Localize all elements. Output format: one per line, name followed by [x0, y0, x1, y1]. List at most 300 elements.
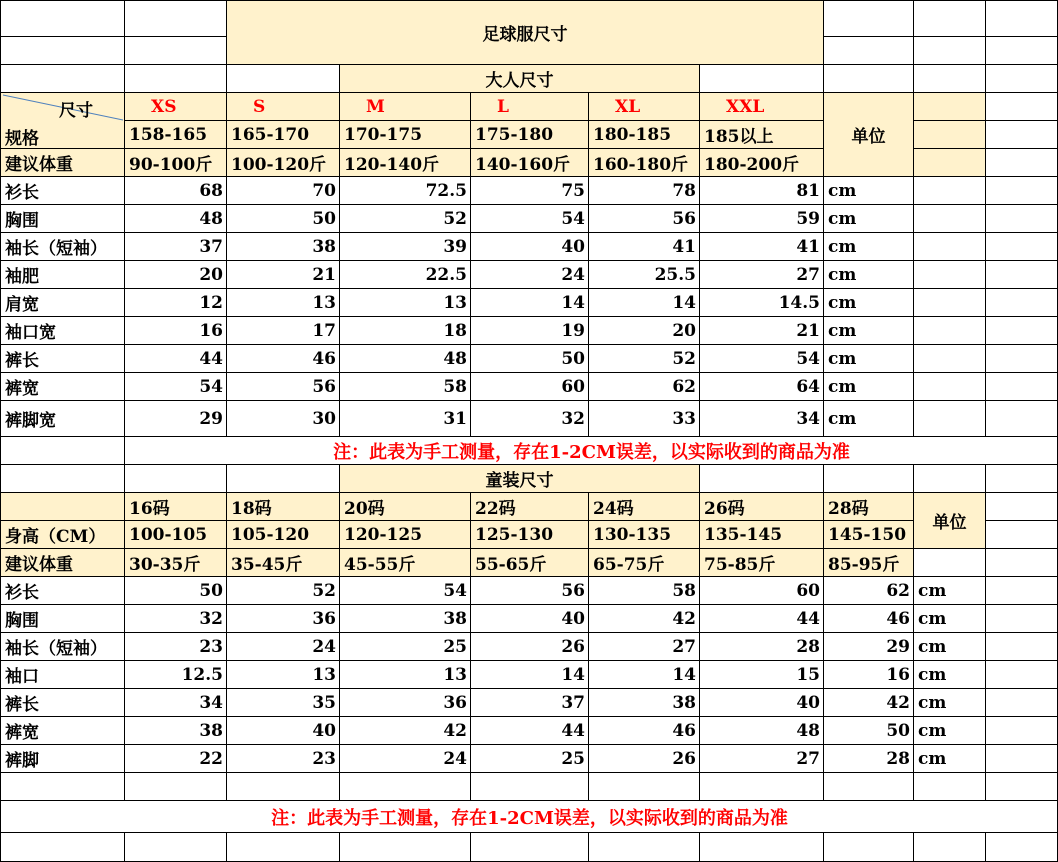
adult-spec: [339, 120, 470, 148]
kids-measurement-text: 22: [199, 748, 223, 769]
adult-measurement: [588, 344, 699, 372]
table-cell: [913, 288, 985, 316]
adult-unit-text: cm: [828, 376, 857, 397]
kids-measurement-text: 26: [672, 748, 696, 769]
table-cell: [339, 772, 470, 800]
table-cell: [985, 576, 1058, 604]
kids-measurement: [124, 576, 226, 604]
table-cell: [985, 344, 1058, 372]
adult-measurement-text: 29: [199, 408, 223, 429]
kids-measurement: [124, 604, 226, 632]
table-cell: [985, 660, 1058, 688]
kids-measurement-text: 46: [886, 608, 910, 629]
adult-measurement: [588, 176, 699, 204]
adult-measurement-text: 20: [199, 264, 223, 285]
adult-row-label: [0, 288, 124, 316]
kids-size: [699, 492, 823, 520]
kids-measurement: [588, 660, 699, 688]
adult-row-label: [0, 316, 124, 344]
table-cell: [0, 436, 124, 464]
kids-measurement-text: 23: [312, 748, 336, 769]
kids-size-text: 22码: [475, 499, 516, 519]
kids-measurement: [124, 688, 226, 716]
table-cell: [913, 464, 985, 492]
table-cell: [985, 0, 1058, 36]
table-cell: [0, 492, 124, 520]
kids-measurement-text: 36: [312, 608, 336, 629]
kids-measurement: [699, 632, 823, 660]
table-cell: [985, 832, 1058, 862]
kids-weight-label: [0, 548, 124, 576]
kids-height-text: 125-130: [475, 524, 554, 545]
kids-weight-label-text: 建议体重: [5, 555, 73, 575]
kids-unit-header: [913, 492, 985, 548]
kids-unit-text: cm: [918, 692, 947, 713]
adult-measurement: [699, 400, 823, 436]
adult-measurement-text: 14: [561, 292, 585, 313]
kids-height: [699, 520, 823, 548]
kids-size: [588, 492, 699, 520]
table-cell: [985, 36, 1058, 64]
kids-measurement-text: 37: [561, 692, 585, 713]
kids-unit: [913, 716, 985, 744]
kids-height: [339, 520, 470, 548]
table-cell: [913, 344, 985, 372]
adult-measurement-text: 46: [312, 348, 336, 369]
table-cell: [985, 288, 1058, 316]
kids-measurement-text: 24: [443, 748, 467, 769]
kids-weight-text: 65-75斤: [593, 555, 665, 575]
table-cell: [226, 832, 339, 862]
kids-unit-text: cm: [918, 720, 947, 741]
kids-size: [339, 492, 470, 520]
adult-spec-text: 170-175: [344, 124, 423, 145]
adult-section-header-text: 大人尺寸: [485, 71, 554, 91]
kids-measurement-text: 40: [312, 720, 336, 741]
kids-measurement-text: 32: [199, 608, 223, 629]
kids-weight-text: 45-55斤: [344, 555, 416, 575]
adult-measurement: [339, 176, 470, 204]
adult-note-text: 注：此表为手工测量，存在1-2CM误差，以实际收到的商品为准: [333, 441, 850, 463]
adult-measurement: [124, 204, 226, 232]
kids-size: [226, 492, 339, 520]
kids-measurement: [588, 576, 699, 604]
adult-measurement: [699, 232, 823, 260]
adult-row-label-text: 裤脚宽: [5, 411, 56, 431]
kids-measurement-text: 38: [443, 608, 467, 629]
table-cell: [823, 36, 913, 64]
adult-measurement-text: 32: [561, 408, 585, 429]
kids-size: [124, 492, 226, 520]
adult-unit-text: cm: [828, 264, 857, 285]
kids-row-label: [0, 632, 124, 660]
kids-row-label-text: 裤长: [5, 695, 39, 715]
table-cell: [699, 464, 823, 492]
adult-measurement-text: 52: [443, 208, 467, 229]
kids-measurement: [588, 604, 699, 632]
adult-size-xs-text: XS: [151, 96, 177, 117]
adult-measurement-text: 22.5: [425, 264, 467, 285]
adult-unit-text: cm: [828, 320, 857, 341]
table-cell: [985, 604, 1058, 632]
kids-measurement: [823, 632, 913, 660]
adult-measurement: [339, 260, 470, 288]
adult-measurement: [226, 400, 339, 436]
kids-measurement: [226, 604, 339, 632]
kids-row-label: [0, 660, 124, 688]
adult-measurement-text: 38: [312, 236, 336, 257]
adult-unit: [823, 260, 913, 288]
adult-measurement-text: 58: [443, 376, 467, 397]
kids-size: [823, 492, 913, 520]
table-cell: [985, 464, 1058, 492]
adult-measurement: [699, 260, 823, 288]
kids-height-text: 105-120: [231, 524, 310, 545]
table-cell: [0, 464, 124, 492]
adult-measurement-text: 19: [561, 320, 585, 341]
kids-size-text: 26码: [704, 499, 745, 519]
adult-row-label: [0, 232, 124, 260]
table-cell: [226, 464, 339, 492]
kids-row-label: [0, 688, 124, 716]
kids-measurement-text: 40: [796, 692, 820, 713]
kids-measurement: [699, 660, 823, 688]
adult-unit-text: cm: [828, 408, 857, 429]
kids-weight-text: 30-35斤: [129, 555, 201, 575]
kids-height: [588, 520, 699, 548]
adult-measurement: [699, 288, 823, 316]
adult-measurement: [124, 288, 226, 316]
kids-measurement-text: 38: [199, 720, 223, 741]
adult-spec-text: 185以上: [704, 127, 774, 147]
adult-measurement: [226, 232, 339, 260]
adult-measurement-text: 48: [199, 208, 223, 229]
adult-measurement: [339, 344, 470, 372]
adult-measurement: [588, 232, 699, 260]
table-cell: [913, 120, 985, 148]
adult-row-label-text: 裤长: [5, 351, 39, 371]
adult-spec: [470, 120, 588, 148]
adult-measurement-text: 27: [796, 264, 820, 285]
adult-unit-text: cm: [828, 236, 857, 257]
size-label: 尺寸: [59, 101, 93, 121]
kids-measurement-text: 42: [672, 608, 696, 629]
table-cell: [913, 772, 985, 800]
adult-measurement-text: 13: [443, 292, 467, 313]
kids-measurement-text: 27: [796, 748, 820, 769]
kids-measurement-text: 26: [561, 636, 585, 657]
kids-measurement: [226, 716, 339, 744]
adult-measurement-text: 81: [796, 180, 820, 201]
kids-size-text: 28码: [828, 499, 869, 519]
kids-section-header: [339, 464, 699, 492]
adult-unit: [823, 232, 913, 260]
adult-row-label: [0, 176, 124, 204]
kids-unit: [913, 632, 985, 660]
adult-measurement-text: 30: [312, 408, 336, 429]
adult-measurement: [226, 204, 339, 232]
adult-weight-text: 90-100斤: [129, 155, 213, 175]
adult-size-xxl-text: XXL: [726, 96, 765, 117]
kids-size-text: 20码: [344, 499, 385, 519]
table-cell: [985, 716, 1058, 744]
adult-measurement-text: 33: [672, 408, 696, 429]
adult-weight-text: 180-200斤: [704, 155, 800, 175]
adult-measurement-text: 54: [199, 376, 223, 397]
adult-weight-text: 120-140斤: [344, 155, 440, 175]
adult-size-m-text: M: [366, 96, 385, 117]
adult-measurement-text: 56: [672, 208, 696, 229]
kids-measurement-text: 54: [443, 580, 467, 601]
kids-measurement-text: 28: [886, 748, 910, 769]
kids-measurement: [823, 576, 913, 604]
table-cell: [0, 772, 124, 800]
adult-measurement-text: 20: [672, 320, 696, 341]
kids-row-label-text: 胸围: [5, 611, 39, 631]
table-cell: [985, 204, 1058, 232]
table-cell: [0, 0, 124, 36]
adult-unit: [823, 288, 913, 316]
adult-weight-text: 160-180斤: [593, 155, 689, 175]
adult-measurement: [124, 176, 226, 204]
adult-measurement: [226, 260, 339, 288]
kids-measurement-text: 27: [672, 636, 696, 657]
adult-spec: [226, 120, 339, 148]
adult-unit-header-text: 单位: [851, 127, 886, 147]
adult-note: [124, 436, 1058, 464]
kids-unit: [913, 660, 985, 688]
kids-section-header-text: 童装尺寸: [485, 471, 554, 491]
kids-row-label: [0, 576, 124, 604]
adult-spec-text: 158-165: [129, 124, 208, 145]
kids-measurement-text: 28: [796, 636, 820, 657]
kids-measurement-text: 44: [796, 608, 820, 629]
kids-unit: [913, 604, 985, 632]
kids-row-label: [0, 604, 124, 632]
adult-spec-text: 165-170: [231, 124, 310, 145]
kids-measurement-text: 34: [199, 692, 223, 713]
table-cell: [339, 832, 470, 862]
table-cell: [470, 832, 588, 862]
kids-unit-text: cm: [918, 580, 947, 601]
kids-weight-text: 75-85斤: [704, 555, 776, 575]
adult-weight-text: 140-160斤: [475, 155, 571, 175]
kids-measurement-text: 25: [561, 748, 585, 769]
adult-measurement-text: 17: [312, 320, 336, 341]
kids-measurement: [470, 604, 588, 632]
adult-measurement: [699, 344, 823, 372]
kids-unit: [913, 744, 985, 772]
adult-measurement: [124, 344, 226, 372]
kids-unit-text: cm: [918, 748, 947, 769]
adult-measurement: [588, 372, 699, 400]
kids-measurement: [470, 660, 588, 688]
adult-measurement: [588, 316, 699, 344]
kids-measurement-text: 60: [796, 580, 820, 601]
kids-measurement: [226, 688, 339, 716]
adult-weight: [339, 148, 470, 176]
kids-measurement-text: 50: [199, 580, 223, 601]
kids-height-text: 135-145: [704, 524, 783, 545]
adult-measurement-text: 24: [561, 264, 585, 285]
adult-size-l-text: L: [497, 96, 509, 117]
table-cell: [985, 316, 1058, 344]
table-cell: [913, 832, 985, 862]
table-cell: [699, 772, 823, 800]
adult-weight-label-text: 建议体重: [5, 155, 73, 175]
table-cell: [985, 148, 1058, 176]
table-cell: [985, 120, 1058, 148]
adult-size-s-text: S: [253, 96, 266, 117]
table-cell: [913, 176, 985, 204]
table-cell: [913, 148, 985, 176]
adult-measurement: [470, 260, 588, 288]
kids-measurement: [699, 604, 823, 632]
table-cell: [823, 772, 913, 800]
kids-weight: [124, 548, 226, 576]
table-cell: [823, 0, 913, 36]
table-cell: [985, 372, 1058, 400]
kids-measurement: [470, 688, 588, 716]
adult-measurement: [124, 400, 226, 436]
kids-weight: [588, 548, 699, 576]
adult-measurement: [588, 400, 699, 436]
kids-height: [470, 520, 588, 548]
adult-measurement: [124, 372, 226, 400]
kids-note: [0, 800, 1058, 832]
adult-measurement: [699, 316, 823, 344]
table-cell: [124, 64, 226, 92]
kids-measurement: [823, 660, 913, 688]
adult-measurement-text: 68: [199, 180, 223, 201]
kids-measurement-text: 15: [796, 664, 820, 685]
adult-measurement-text: 50: [561, 348, 585, 369]
adult-spec-text: 180-185: [593, 124, 672, 145]
adult-unit-text: cm: [828, 180, 857, 201]
adult-row-label-text: 袖口宽: [5, 323, 56, 343]
kids-measurement-text: 52: [312, 580, 336, 601]
table-cell: [985, 176, 1058, 204]
kids-measurement: [588, 688, 699, 716]
kids-measurement: [588, 744, 699, 772]
adult-weight: [124, 148, 226, 176]
kids-measurement: [339, 632, 470, 660]
adult-measurement: [124, 232, 226, 260]
kids-unit-header-text: 单位: [932, 513, 967, 533]
kids-unit-text: cm: [918, 608, 947, 629]
kids-weight: [339, 548, 470, 576]
adult-measurement: [226, 372, 339, 400]
adult-measurement: [226, 288, 339, 316]
adult-spec: [588, 120, 699, 148]
table-cell: [985, 548, 1058, 576]
kids-measurement-text: 42: [886, 692, 910, 713]
table-cell: [913, 36, 985, 64]
table-cell: [985, 520, 1058, 548]
adult-row-label-text: 裤宽: [5, 379, 39, 399]
adult-measurement: [588, 260, 699, 288]
adult-unit-header: [823, 92, 913, 176]
table-cell: [124, 832, 226, 862]
adult-spec: [699, 120, 823, 148]
adult-measurement: [339, 316, 470, 344]
adult-measurement: [470, 400, 588, 436]
kids-row-label: [0, 744, 124, 772]
kids-measurement: [699, 688, 823, 716]
kids-weight: [470, 548, 588, 576]
kids-measurement: [226, 632, 339, 660]
table-cell: [470, 772, 588, 800]
table-cell: [913, 260, 985, 288]
adult-measurement: [226, 344, 339, 372]
kids-measurement: [699, 576, 823, 604]
kids-measurement-text: 50: [886, 720, 910, 741]
adult-measurement-text: 31: [443, 408, 467, 429]
kids-row-label-text: 裤脚: [5, 751, 39, 771]
adult-measurement-text: 14.5: [778, 292, 820, 313]
table-cell: [985, 688, 1058, 716]
table-cell: [985, 492, 1058, 520]
kids-measurement: [470, 716, 588, 744]
kids-measurement: [470, 576, 588, 604]
adult-weight: [226, 148, 339, 176]
adult-measurement: [699, 372, 823, 400]
kids-measurement-text: 16: [886, 664, 910, 685]
adult-measurement: [470, 316, 588, 344]
kids-row-label-text: 袖口: [5, 667, 39, 687]
adult-measurement: [470, 204, 588, 232]
adult-measurement: [588, 204, 699, 232]
kids-unit-text: cm: [918, 664, 947, 685]
adult-measurement: [339, 400, 470, 436]
table-cell: [985, 400, 1058, 436]
kids-measurement: [339, 744, 470, 772]
kids-unit: [913, 688, 985, 716]
table-cell: [823, 464, 913, 492]
kids-measurement: [470, 744, 588, 772]
kids-measurement: [226, 660, 339, 688]
adult-section-header: [339, 64, 699, 92]
adult-measurement: [339, 372, 470, 400]
adult-measurement-text: 56: [312, 376, 336, 397]
table-cell: [588, 772, 699, 800]
table-cell: [226, 772, 339, 800]
table-cell: [823, 832, 913, 862]
size-spec-corner: [0, 92, 124, 148]
table-cell: [985, 92, 1058, 120]
kids-note-text: 注：此表为手工测量，存在1-2CM误差，以实际收到的商品为准: [271, 807, 788, 829]
kids-measurement: [124, 744, 226, 772]
kids-measurement: [699, 716, 823, 744]
adult-size-xl-text: XL: [615, 96, 641, 117]
adult-weight-text: 100-120斤: [231, 155, 327, 175]
kids-measurement-text: 62: [886, 580, 910, 601]
adult-size-l: [470, 92, 588, 120]
adult-weight: [470, 148, 588, 176]
adult-measurement: [124, 316, 226, 344]
adult-measurement: [226, 316, 339, 344]
kids-row-label-text: 衫长: [5, 583, 39, 603]
table-cell: [913, 64, 985, 92]
kids-measurement: [339, 688, 470, 716]
kids-height: [226, 520, 339, 548]
table-cell: [913, 400, 985, 436]
adult-measurement-text: 41: [672, 236, 696, 257]
kids-measurement: [470, 632, 588, 660]
table-cell: [985, 632, 1058, 660]
adult-row-label-text: 胸围: [5, 211, 39, 231]
kids-measurement-text: 25: [443, 636, 467, 657]
